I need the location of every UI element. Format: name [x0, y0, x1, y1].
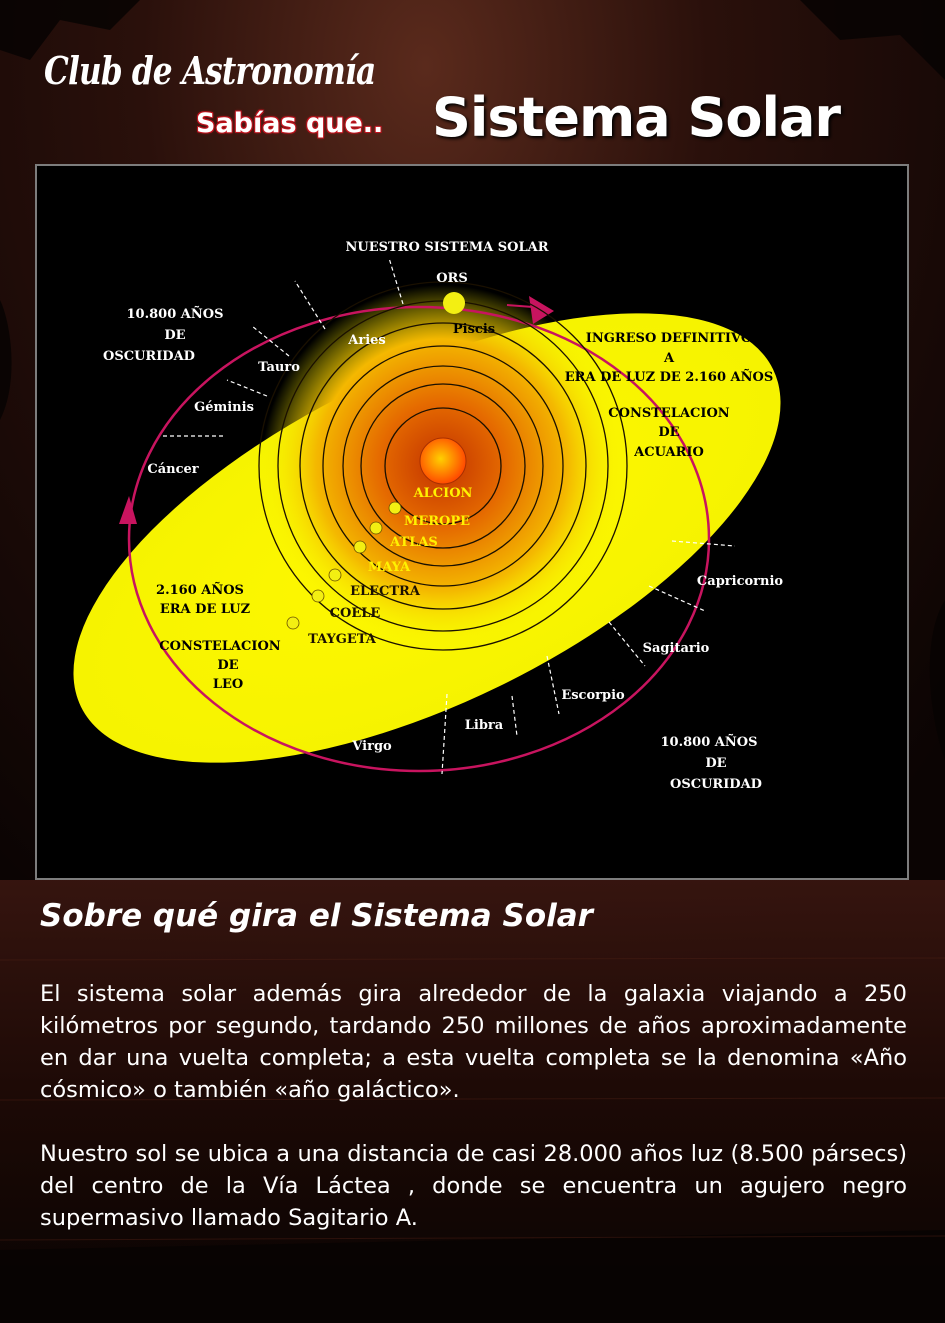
- zodiac-cancer: Cáncer: [147, 462, 199, 477]
- diagram-canvas: [37, 166, 907, 878]
- svg-text:DE: DE: [217, 658, 239, 673]
- page-title: Sistema Solar: [432, 86, 841, 149]
- svg-text:CONSTELACION: CONSTELACION: [608, 406, 730, 421]
- svg-text:DE: DE: [164, 328, 186, 343]
- label-dark-top: [103, 306, 223, 364]
- svg-text:2.160 AÑOS: 2.160 AÑOS: [156, 583, 244, 598]
- star-coele: COELE: [329, 606, 381, 621]
- svg-text:DE: DE: [658, 425, 680, 440]
- svg-text:ERA DE LUZ: ERA DE LUZ: [159, 602, 251, 617]
- zodiac-virgo: Virgo: [352, 739, 392, 754]
- svg-text:INGRESO DEFINITIVO: INGRESO DEFINITIVO: [585, 331, 753, 346]
- svg-text:A: A: [663, 351, 675, 366]
- svg-text:OSCURIDAD: OSCURIDAD: [103, 349, 195, 364]
- diagram-title: NUESTRO SISTEMA SOLAR: [345, 240, 549, 255]
- solar-system-diagram: [35, 164, 909, 880]
- zodiac-escorpio: Escorpio: [561, 688, 625, 703]
- svg-text:ACUARIO: ACUARIO: [634, 445, 704, 460]
- label-dark-bottom: [661, 734, 762, 792]
- paragraph-sun-location: Nuestro sol se ubica a una distancia de casi 28.000 años luz (8.500 pársecs) del centro de la Vía Láctea , donde se encuentra un agujero negro supermasivo llamado Sagitario A.: [40, 1141, 907, 1231]
- zodiac-piscis: Piscis: [452, 322, 496, 337]
- svg-text:LEO: LEO: [212, 677, 244, 692]
- club-name: Club de Astronomía: [44, 48, 376, 93]
- zodiac-sagitario: Sagitario: [642, 641, 710, 656]
- alcion-sun: [420, 438, 466, 484]
- tagline: Sabías que..: [196, 108, 384, 139]
- star-taygeta: TAYGETA: [308, 632, 376, 647]
- zodiac-libra: Libra: [464, 718, 504, 733]
- star-alcion: ALCION: [413, 486, 473, 501]
- star-electra: ELECTRA: [350, 584, 420, 599]
- section-heading: Sobre qué gira el Sistema Solar: [40, 898, 593, 934]
- star-atlas: ATLAS: [390, 535, 438, 550]
- svg-text:ERA DE LUZ DE 2.160 AÑOS: ERA DE LUZ DE 2.160 AÑOS: [564, 370, 774, 385]
- svg-text:CONSTELACION: CONSTELACION: [159, 639, 281, 654]
- svg-text:OSCURIDAD: OSCURIDAD: [670, 777, 762, 792]
- star-merope: MEROPE: [403, 514, 471, 529]
- svg-text:DE: DE: [705, 756, 727, 771]
- svg-text:10.800 AÑOS: 10.800 AÑOS: [660, 735, 758, 750]
- zodiac-aries: Aries: [348, 333, 386, 348]
- ors-label: ORS: [436, 271, 468, 286]
- zodiac-tauro: Tauro: [258, 360, 300, 375]
- star-maya: MAYA: [367, 560, 411, 575]
- zodiac-capricornio: Capricornio: [696, 574, 784, 589]
- paragraph-galactic-orbit: El sistema solar además gira alrededor de la galaxia viajando a 250 kilómetros por segundo, tardando 250 millones de años aproximadamente en dar una vuelta completa; a esta vuelta completa se la denomina «Año cósmico» o también «año galáctico».: [40, 981, 907, 1103]
- svg-text:10.800 AÑOS: 10.800 AÑOS: [126, 307, 224, 322]
- zodiac-geminis: Géminis: [194, 400, 254, 415]
- ors-star: [443, 292, 465, 314]
